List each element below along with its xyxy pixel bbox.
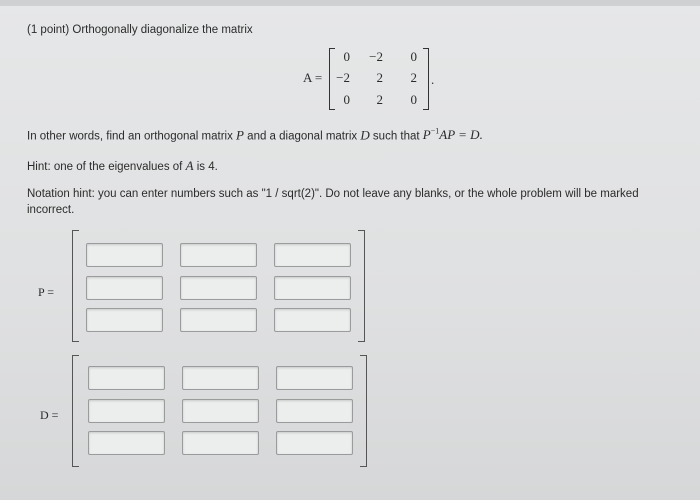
matrix-d-label: D = (40, 408, 59, 422)
p-entry-2-3[interactable] (274, 276, 351, 300)
d-entry-1-2[interactable] (182, 366, 259, 390)
p-entry-2-1[interactable] (86, 276, 163, 300)
matrix-a-period: . (431, 72, 435, 87)
p-entry-1-3[interactable] (274, 243, 351, 267)
matrix-d-left-bracket (72, 355, 79, 467)
matrix-a-cell: 0 (410, 49, 417, 64)
d-entry-1-3[interactable] (276, 366, 353, 390)
p-entry-1-2[interactable] (180, 243, 257, 267)
p-entry-1-1[interactable] (86, 243, 163, 267)
matrix-a-cell: 2 (376, 92, 383, 107)
instruction-text: In other words, find an orthogonal matrix P and a diagonal matrix D such that $P^{-1}AP = D$. (27, 127, 483, 143)
p-entry-3-1[interactable] (86, 308, 163, 332)
p-entry-2-2[interactable] (180, 276, 257, 300)
d-entry-3-3[interactable] (276, 431, 353, 455)
matrix-a-right-bracket (423, 48, 429, 110)
problem-header: (1 point) Orthogonally diagonalize the matrix (27, 24, 253, 36)
equation: $P^{-1}AP = D$. (422, 127, 483, 143)
d-entry-2-1[interactable] (88, 399, 165, 423)
matrix-d-right-bracket (360, 355, 367, 467)
matrix-a-cell: 0 (410, 92, 417, 107)
matrix-a-cell: 2 (376, 70, 383, 85)
eigenvalue-hint: Hint: one of the eigenvalues of A is 4. (27, 158, 218, 173)
matrix-p-label: P = (38, 285, 54, 299)
matrix-a-cell: 2 (410, 70, 417, 85)
p-entry-3-2[interactable] (180, 308, 257, 332)
matrix-p-left-bracket (72, 230, 79, 342)
d-entry-3-1[interactable] (88, 431, 165, 455)
d-entry-3-2[interactable] (182, 431, 259, 455)
d-entry-2-3[interactable] (276, 399, 353, 423)
notation-hint-line1: Notation hint: you can enter numbers such as "1 / sqrt(2)". Do not leave any blanks, or the whole problem will be marked (27, 188, 639, 200)
d-entry-1-1[interactable] (88, 366, 165, 390)
matrix-a-cell: −2 (369, 49, 383, 64)
d-entry-2-2[interactable] (182, 399, 259, 423)
matrix-a-cell: −2 (336, 70, 350, 85)
p-entry-3-3[interactable] (274, 308, 351, 332)
matrix-p-right-bracket (358, 230, 365, 342)
matrix-a-cell: 0 (343, 92, 350, 107)
matrix-a-label: A = (303, 70, 323, 85)
matrix-a-cell: 0 (343, 49, 350, 64)
top-divider (0, 0, 700, 6)
notation-hint-line2: incorrect. (27, 204, 75, 216)
